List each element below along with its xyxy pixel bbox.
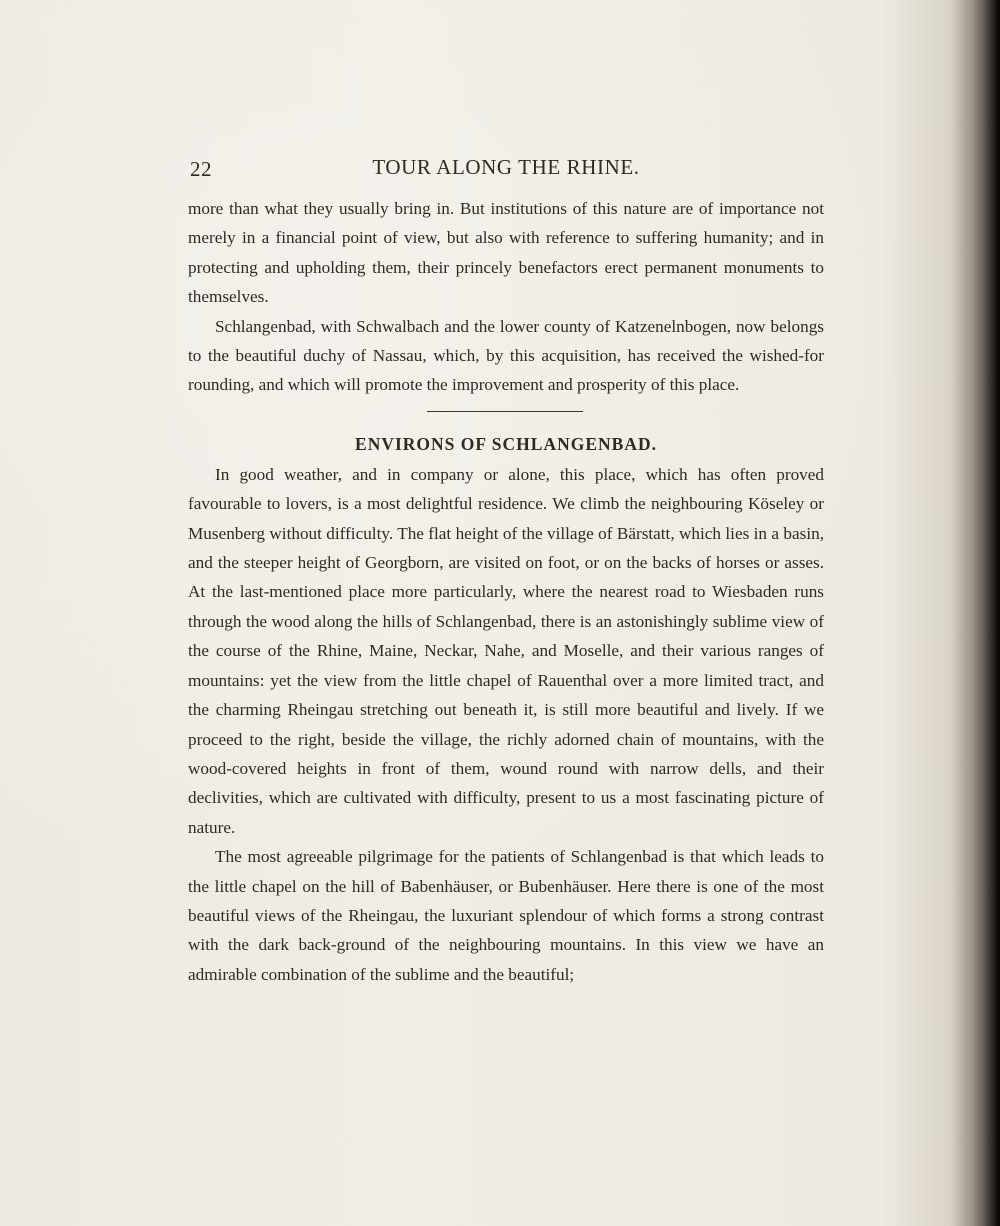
section-heading: ENVIRONS OF SCHLANGENBAD. [355,433,657,454]
book-spine-shadow [972,0,1000,1226]
paragraph-continuation: more than what they usually bring in. But institutions of this nature are of importance not merely in a financial point of view, but also with reference to suffering humanity; and in protecting and upholding them, their princely benefactors erect permanent monuments to themselves. [188,199,824,307]
page-number: 22 [190,157,212,181]
paragraph-pilgrimage: The most agreeable pilgrimage for the patients of Schlangenbad is that which leads to the little chapel on the hill of Babenhäuser, or Bubenhäuser. Here there is one of the most beautiful views of the Rheingau, the luxuriant splendour of which forms a strong contrast with the dark back-ground of the neighbouring mountains. In this view we have an admirable combination of the sublime and the beautiful; [188,847,824,984]
body-text [188,194,824,989]
divider-rule [427,411,583,412]
section-divider [188,411,824,413]
running-head [190,155,822,183]
paragraph-environs: In good weather, and in company or alone, this place, which has often proved favourable to lovers, is a most delightful residence. We climb the neighbouring Köseley or Musenberg without difficulty. The flat height of the village of Bärstatt, which lies in a basin, and the steeper height of Georgborn, are visited on foot, or on the backs of horses or asses. At the last-mentioned place more particularly, where the nearest road to Wiesbaden runs through the wood along the hills of Schlangenbad, there is an astonishingly sublime view of the course of the Rhine, Maine, Neckar, Nahe, and Moselle, and their various ranges of mountains: yet the view from the little chapel of Rauenthal over a more limited tract, and the charming Rheingau stretching out beneath it, is still more beautiful and lively. If we proceed to the right, beside the village, the richly adorned chain of mountains, with the wood-covered heights in front of them, wound round with narrow dells, and their declivities, which are cultivated with difficulty, present to us a most fascinating picture of nature. [188,464,824,837]
paragraph-schlangenbad-nassau: Schlangenbad, with Schwalbach and the lower county of Katzenelnbogen, now belongs to the beautiful duchy of Nassau, which, by this acquisition, has received the wished-for rounding, and which will promote the improvement and prosperity of this place. [188,316,824,395]
running-title: TOUR ALONG THE RHINE. [372,155,640,179]
